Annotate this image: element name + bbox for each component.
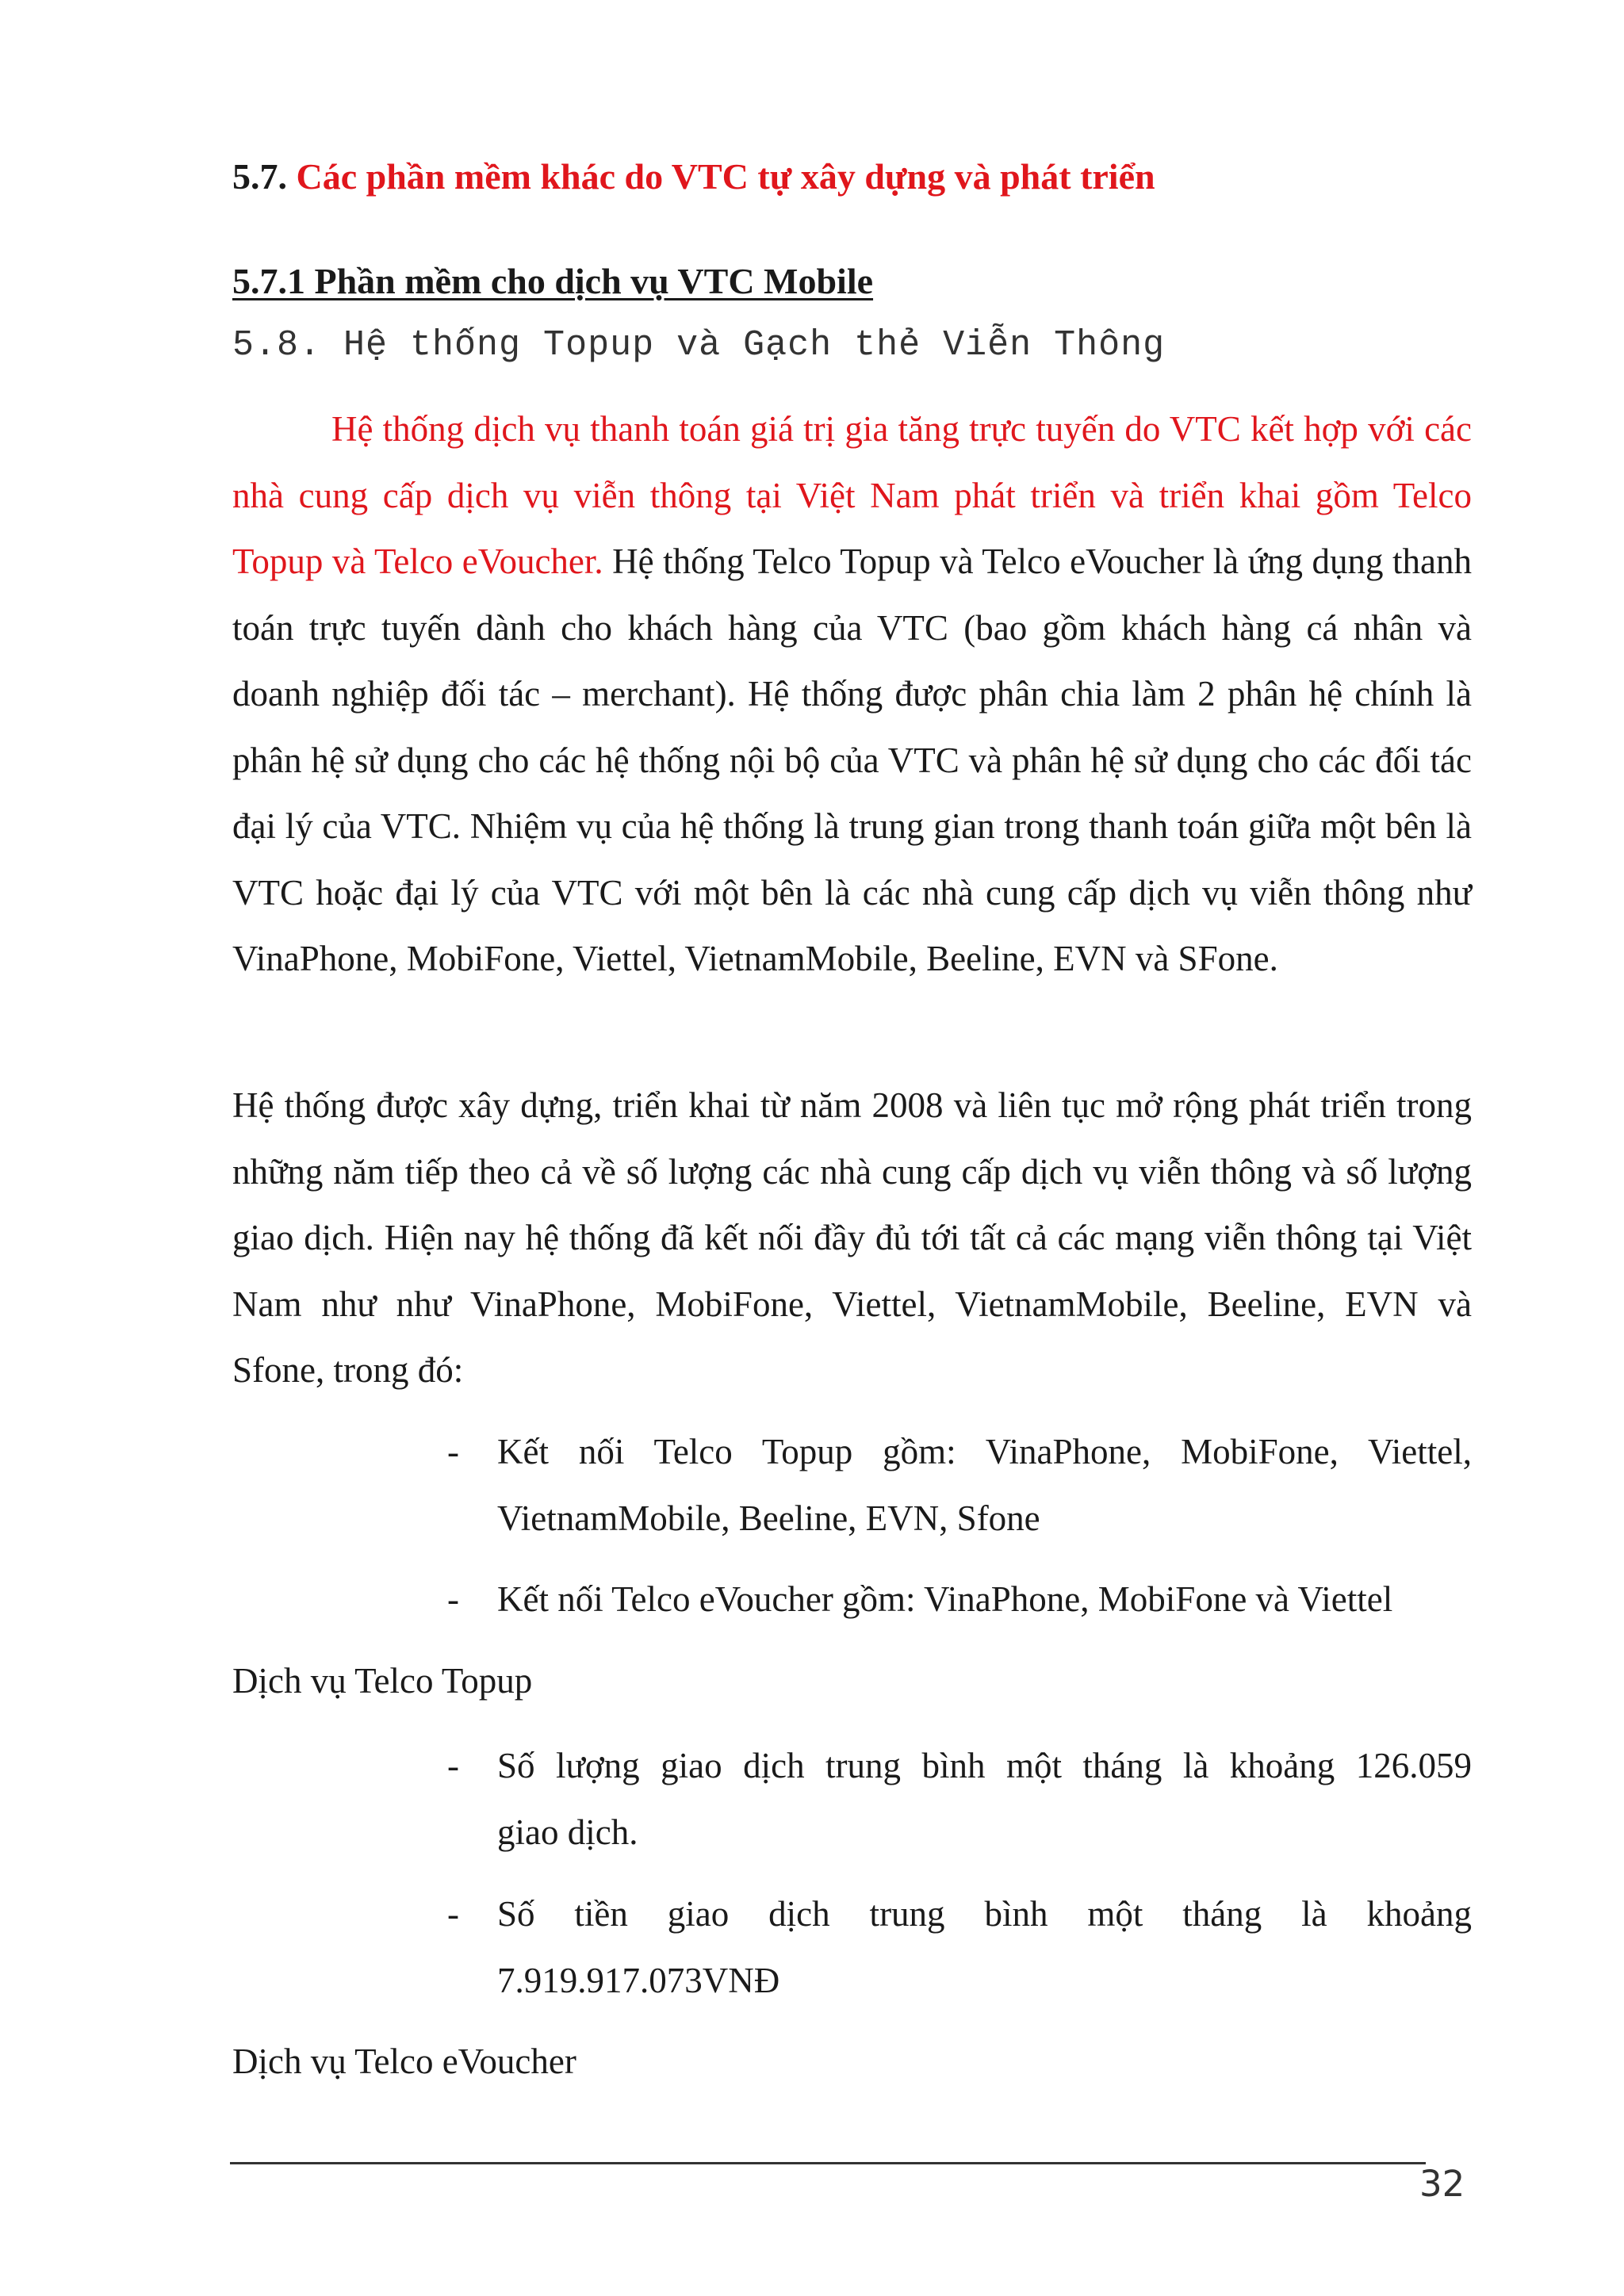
bullet-dash: - (447, 1579, 459, 1619)
subheading-telco-evoucher: Dịch vụ Telco eVoucher (232, 2042, 576, 2081)
bullet-dash: - (447, 1746, 459, 1785)
section-heading-5-7 (232, 155, 1155, 197)
subsection-heading-5-7-1: 5.7.1 Phần mềm cho dịch vụ VTC Mobile (232, 261, 874, 301)
list-item-line: giao dịch. (497, 1812, 638, 1852)
paragraph-intro-body: Hệ thống Telco Topup và Telco eVoucher là ứng dụng thanh toán trực tuyến dành cho khách hàng của VTC (bao gồm khách hàng cá nhân và doanh nghiệp đối tác – merchant). Hệ thống được phân chia làm 2 phân hệ chính là phân hệ sử dụng cho các hệ thống nội bộ của VTC và phân hệ sử dụng cho các đối tác đại lý của VTC. Nhiệm vụ của hệ thống là trung gian trong thanh toán giữa một bên là VTC hoặc đại lý của VTC với một bên là các nhà cung cấp dịch vụ viễn thông như VinaPhone, MobiFone, Viettel, VietnamMobile, Beeline, EVN và SFone. (232, 541, 1472, 978)
page-number: 32 (1419, 2163, 1465, 2205)
list-item-line: VietnamMobile, Beeline, EVN, Sfone (497, 1498, 1040, 1538)
section-number: 5.7. (232, 156, 297, 197)
paragraph-history: Hệ thống được xây dựng, triển khai từ năm 2008 và liên tục mở rộng phát triển trong những năm tiếp theo cả về số lượng các nhà cung cấp dịch vụ viễn thông và số lượng giao dịch. Hiện nay hệ thống đã kết nối đầy đủ tới tất cả các mạng viễn thông tại Việt Nam như như VinaPhone, MobiFone, Viettel, VietnamMobile, Beeline, EVN và Sfone, trong đó: (232, 1085, 1472, 1390)
list-item-line: Kết nối Telco Topup gồm: VinaPhone, MobiFone, Viettel, (497, 1432, 1472, 1471)
list-item-line: 7.919.917.073VNĐ (497, 1960, 780, 2000)
list-item-line: Số tiền giao dịch trung bình một tháng là khoảng (497, 1894, 1472, 1934)
subheading-telco-topup: Dịch vụ Telco Topup (232, 1661, 533, 1701)
section-heading-5-8: 5.8. Hệ thống Topup và Gạch thẻ Viễn Thông (232, 325, 1166, 365)
paragraph-intro-highlight: Hệ thống dịch vụ thanh toán giá trị gia tăng trực tuyến do VTC kết hợp với các nhà cung cấp dịch vụ viễn thông tại Việt Nam phát triển và triển khai gồm Telco Topup và Telco eVoucher. (232, 409, 1472, 581)
bullet-dash: - (447, 1894, 459, 1934)
paragraph-intro (232, 396, 1472, 993)
list-item-line: Kết nối Telco eVoucher gồm: VinaPhone, MobiFone và Viettel (497, 1579, 1393, 1619)
section-title: Các phần mềm khác do VTC tự xây dựng và phát triển (296, 156, 1155, 197)
list-item-line: Số lượng giao dịch trung bình một tháng là khoảng 126.059 (497, 1746, 1472, 1785)
footer-rule (230, 2162, 1426, 2164)
bullet-dash: - (447, 1432, 459, 1471)
